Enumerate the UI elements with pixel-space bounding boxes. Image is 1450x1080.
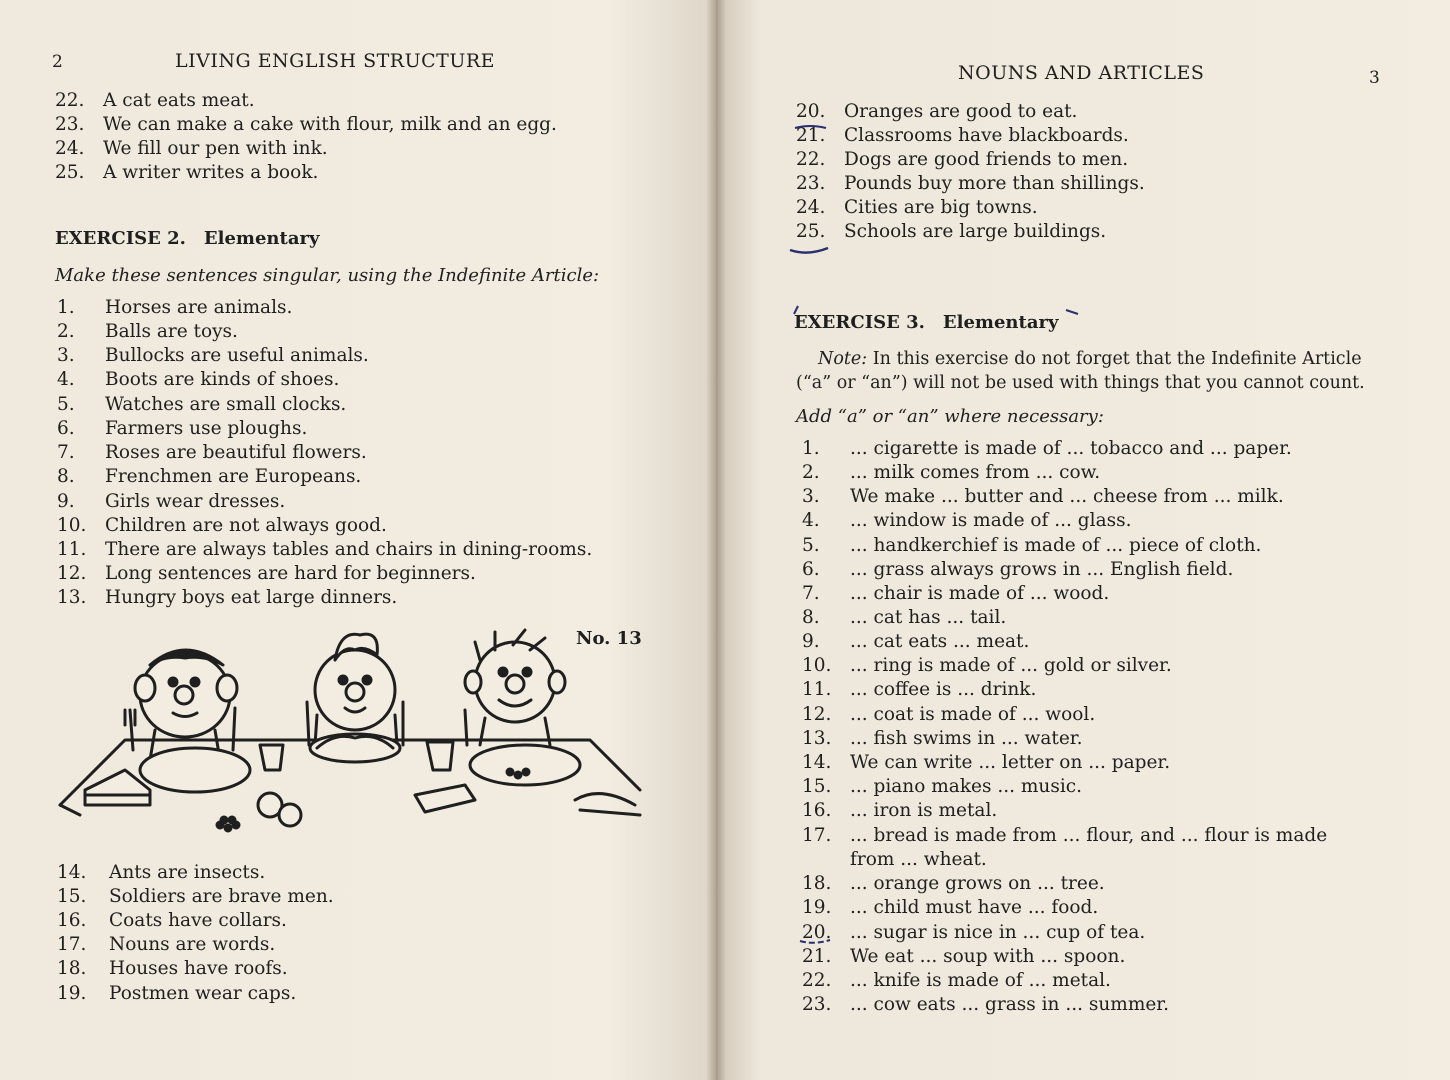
- exercise-heading: EXERCISE 3. Elementary: [794, 312, 1059, 333]
- exercise-instruction: Make these sentences singular, using the Indefinite Article:: [55, 265, 600, 286]
- child-right-figure: [465, 630, 565, 745]
- pen-underline-mark: [796, 935, 836, 949]
- pen-underline-mark: [786, 238, 836, 258]
- exercise-note-continued: (“a” or “an”) will not be used with things that you cannot count.: [796, 373, 1365, 393]
- pen-tick-mark: [786, 300, 1086, 320]
- running-title: LIVING ENGLISH STRUCTURE: [175, 50, 496, 72]
- exercise-heading: EXERCISE 2. Elementary: [55, 228, 320, 249]
- running-title: NOUNS AND ARTICLES: [958, 62, 1205, 84]
- dinner-illustration: [55, 620, 645, 845]
- child-middle-figure: [307, 634, 403, 762]
- exercise-instruction: Add “a” or “an” where necessary:: [796, 406, 1104, 427]
- page-number: 2: [52, 52, 63, 72]
- figure-label: No. 13: [576, 628, 642, 649]
- exercise-note: Note: In this exercise do not forget that the Indefinite Article: [818, 349, 1362, 369]
- child-left-figure: [125, 650, 237, 760]
- pen-underline-mark: [792, 122, 832, 152]
- right-page: NOUNS AND ARTICLES 3 20. Oranges are good to eat. 21. Classrooms have blackboards. 22. Dogs are good friends to men. 23. Pounds buy more than shillings. 24. Cities are big towns. 25. Schools are large buildings. EXERCISE 3. Elementary Note: In this exercise do not forget that the Indefinite Article (“a” or “an”) will not be used with things that you cannot count. Add “a” or “an” where necessary: 1. ... cigarette is made of ... tobacco and ... paper. 2. ... milk comes from ... cow. 3. We make ... butter and ... cheese from ... milk. 4. ... window is made of ... glass. 5. ... handkerchief is made of ... piece of cloth. 6. ... grass always grows in ... English field. 7. ... chair is made of ... wood. 8. ... cat has ... tail. 9. ... cat eats ... meat. 10. ... ring is made of ... gold or silver. 11. ... coffee is ... drink. 12. ... coat is made of ... wool. 13. ... fish swims in ... water. 14. We can write ... letter on ... paper. 15. ... piano makes ... music. 16. ... iron is metal. 17. ... bread is made from ... flour, and ... flour is made from ... wheat. 18. ... orange grows on ... tree. 19. ... child must have ... food. 20. ... sugar is nice in ... cup of tea. 21. We eat ... soup with ... spoon. 22. ... knife is made of ... metal. 23. ... cow eats ... grass in ... summer.: [716, 0, 1450, 1080]
- left-page: 2 LIVING ENGLISH STRUCTURE 22. A cat eats meat. 23. We can make a cake with flour, milk and an egg. 24. We fill our pen with ink. 25. A writer writes a book. EXERCISE 2. Elementary Make these sentences singular, using the Indefinite Article: 1. Horses are animals. 2. Balls are toys. 3. Bullocks are useful animals. 4. Boots are kinds of shoes. 5. Watches are small clocks. 6. Farmers use ploughs. 7. Roses are beautiful flowers. 8. Frenchmen are Europeans. 9. Girls wear dresses. 10. Children are not always good. 11. There are always tables and chairs in dining-rooms. 12. Long sentences are hard for beginners. 13. Hungry boys eat large dinners. No. 13 14. Ants are insects. 15. Soldiers are brave men. 16. Coats have collars. 17. Nouns are words. 18. Houses have roofs. 19. Postmen wear caps.: [0, 0, 716, 1080]
- page-number: 3: [1369, 68, 1380, 88]
- book-gutter: [706, 0, 726, 1080]
